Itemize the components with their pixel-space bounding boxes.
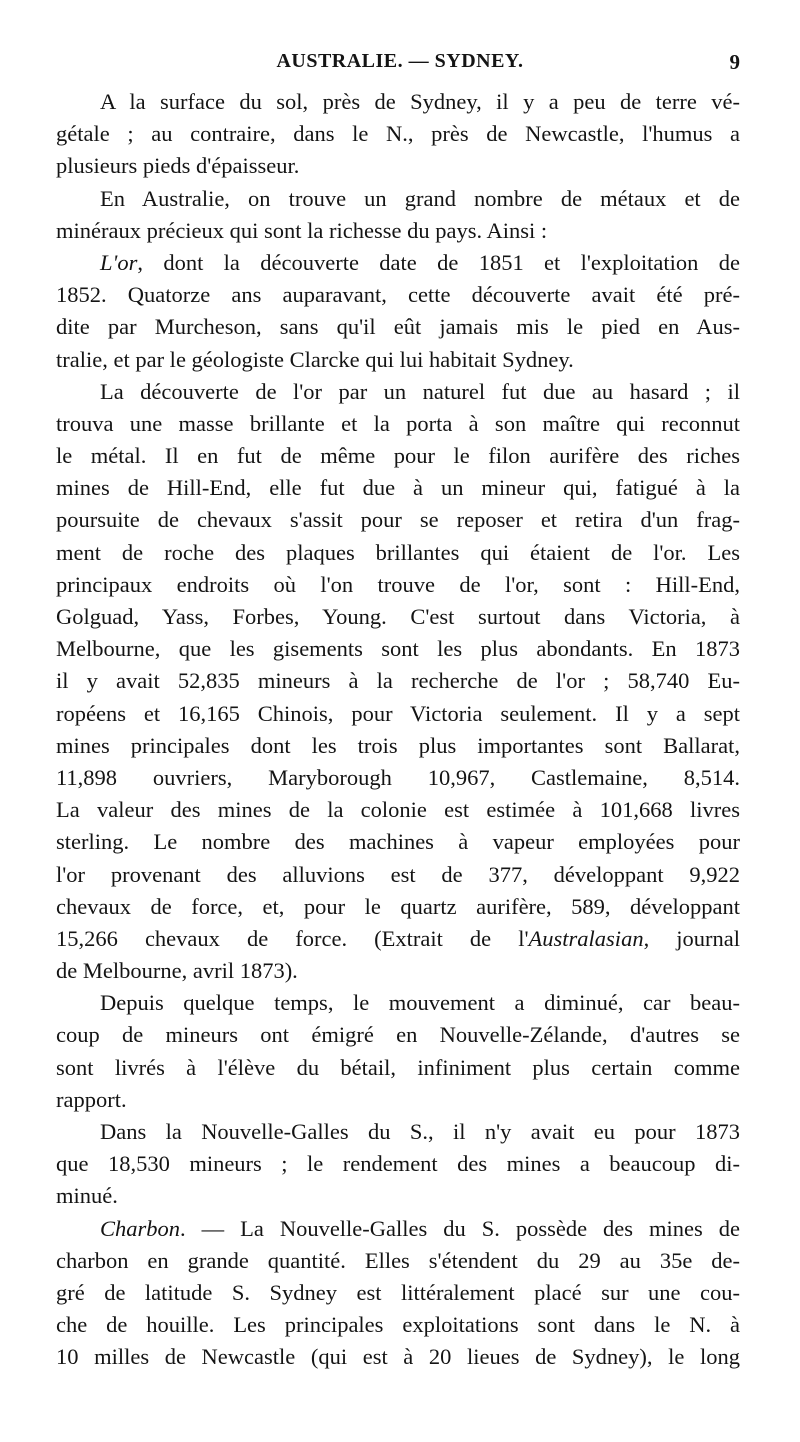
text-line — [56, 1116, 740, 1148]
line-text: que 18,530 mineurs ; le rendement des mines a beaucoup di- — [56, 1151, 740, 1177]
text-line — [56, 472, 740, 504]
line-text: minéraux précieux qui sont la richesse du pays. Ainsi : — [56, 217, 548, 243]
text-line — [56, 569, 740, 601]
line-text: 10 milles de Newcastle (qui est à 20 lieues de Sydney), le long — [56, 1344, 740, 1370]
line-text: dite par Murcheson, sans qu'il eût jamais mis le pied en Aus- — [56, 314, 740, 340]
text-line — [56, 698, 740, 730]
text-line — [56, 1180, 740, 1212]
text-line — [56, 1213, 740, 1245]
italic-term: Charbon — [100, 1215, 181, 1241]
line-text: Golguad, Yass, Forbes, Young. C'est surtout dans Victoria, à — [56, 604, 740, 629]
line-text: En Australie, on trouve un grand nombre de métaux et de — [100, 185, 740, 211]
line-text: , dont la découverte date de 1851 et l'exploitation de — [137, 249, 740, 275]
text-line — [56, 1019, 740, 1051]
text-line — [56, 311, 740, 343]
line-text: rapport. — [56, 1086, 127, 1112]
line-text: minué. — [56, 1183, 118, 1209]
running-title: AUSTRALIE. — SYDNEY. — [276, 50, 524, 72]
line-text: de Melbourne, avril 1873). — [56, 958, 298, 984]
line-text: il y avait 52,835 mineurs à la recherche de l'or ; 58,740 Eu- — [56, 668, 740, 694]
page-number: 9 — [729, 50, 740, 74]
text-line — [56, 118, 740, 150]
line-text: 1852. Quatorze ans auparavant, cette découverte avait été pré- — [56, 282, 740, 308]
body-text — [56, 86, 740, 1374]
line-text: l'or provenant des alluvions est de 377, développant 9,922 — [56, 861, 740, 887]
text-line — [56, 987, 740, 1019]
text-line — [56, 440, 740, 472]
line-text: principaux endroits où l'on trouve de l'or, sont : Hill-End, — [56, 571, 740, 597]
text-line — [56, 86, 740, 118]
line-text: 11,898 ouvriers, Maryborough 10,967, Castlemaine, 8,514. — [56, 764, 740, 790]
text-line — [56, 247, 740, 279]
text-line — [56, 730, 740, 762]
line-text: 15,266 chevaux de force. (Extrait de l' — [56, 925, 529, 951]
line-text: gétale ; au contraire, dans le N., près de Newcastle, l'humus a — [56, 121, 740, 147]
text-line — [56, 344, 740, 376]
line-text: La valeur des mines de la colonie est estimée à 101,668 livres — [56, 797, 740, 823]
text-line — [56, 537, 740, 569]
text-line — [56, 279, 740, 311]
text-line — [56, 794, 740, 826]
text-line — [56, 376, 740, 408]
text-line — [56, 665, 740, 697]
line-text: coup de mineurs ont émigré en Nouvelle-Zélande, d'autres se — [56, 1022, 740, 1048]
text-line — [56, 183, 740, 215]
text-line — [56, 955, 740, 987]
text-line — [56, 859, 740, 891]
line-text: mines de Hill-End, elle fut due à un mineur qui, fatigué à la — [56, 475, 740, 501]
line-text: charbon en grande quantité. Elles s'étendent du 29 au 35e de- — [56, 1247, 740, 1273]
text-line — [56, 150, 740, 182]
line-text: tralie, et par le géologiste Clarcke qui lui habitait Sydney. — [56, 346, 574, 372]
line-text: Melbourne, que les gisements sont les plus abondants. En 1873 — [56, 636, 740, 662]
text-line — [56, 826, 740, 858]
text-line — [56, 891, 740, 923]
line-text: Depuis quelque temps, le mouvement a diminué, car beau- — [100, 990, 740, 1016]
text-line — [56, 215, 740, 247]
line-text: che de houille. Les principales exploitations sont dans le N. à — [56, 1312, 740, 1338]
line-text: sont livrés à l'élève du bétail, infiniment plus certain comme — [56, 1054, 740, 1080]
line-text: gré de latitude S. Sydney est littéralement placé sur une cou- — [56, 1279, 740, 1305]
text-line — [56, 1245, 740, 1277]
text-line — [56, 1148, 740, 1180]
line-text: La découverte de l'or par un naturel fut due au hasard ; il — [100, 378, 740, 404]
text-line — [56, 1277, 740, 1309]
line-text: mines principales dont les trois plus importantes sont Ballarat, — [56, 732, 740, 758]
text-line — [56, 762, 740, 794]
text-line — [56, 1341, 740, 1373]
text-line — [56, 1084, 740, 1116]
text-line — [56, 1309, 740, 1341]
text-line — [56, 1052, 740, 1084]
text-line — [56, 601, 740, 633]
italic-term: L'or — [100, 249, 138, 275]
line-text: . — La Nouvelle-Galles du S. possède des mines de — [180, 1215, 740, 1241]
text-line — [56, 633, 740, 665]
line-text: plusieurs pieds d'épaisseur. — [56, 153, 300, 179]
line-text: A la surface du sol, près de Sydney, il y a peu de terre vé- — [100, 89, 740, 114]
text-line — [56, 408, 740, 440]
line-text: trouva une masse brillante et la porta à son maître qui reconnut — [56, 410, 740, 436]
line-text: chevaux de force, et, pour le quartz aurifère, 589, développant — [56, 893, 740, 919]
text-line — [56, 923, 740, 955]
page-header — [60, 50, 740, 80]
italic-title: Australasian — [528, 925, 644, 951]
line-text: ropéens et 16,165 Chinois, pour Victoria seulement. Il y a sept — [56, 700, 740, 726]
line-text: ment de roche des plaques brillantes qui étaient de l'or. Les — [56, 539, 740, 565]
line-text: le métal. Il en fut de même pour le filon aurifère des riches — [56, 443, 740, 469]
line-text: poursuite de chevaux s'assit pour se reposer et retira d'un frag- — [56, 507, 740, 533]
line-text: sterling. Le nombre des machines à vapeur employées pour — [56, 829, 740, 855]
line-tail: , journal — [643, 925, 740, 951]
text-line — [56, 504, 740, 536]
line-text: Dans la Nouvelle-Galles du S., il n'y avait eu pour 1873 — [100, 1119, 740, 1144]
